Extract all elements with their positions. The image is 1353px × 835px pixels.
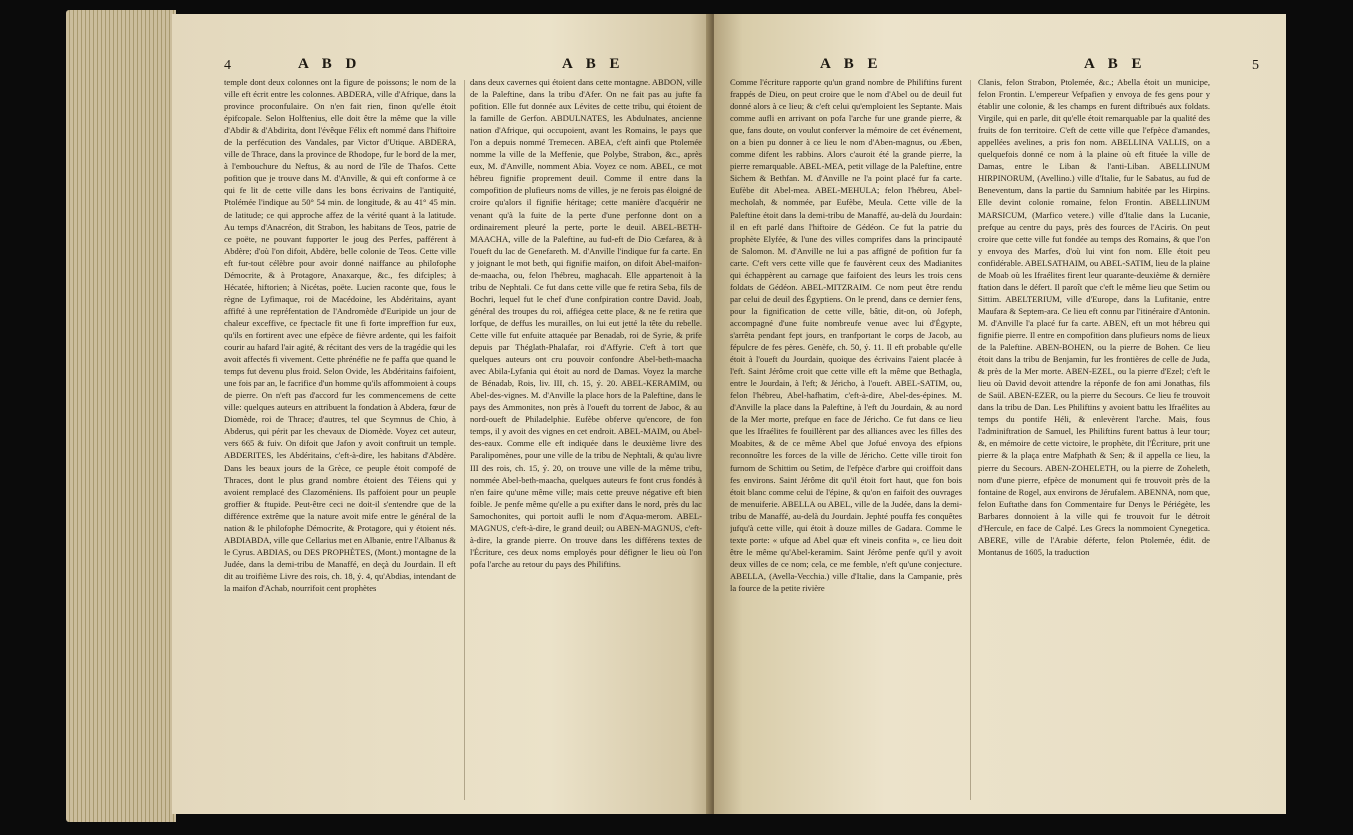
text-column-2: dans deux cavernes qui étoient dans cette montagne. ABDON, ville de la Paleftine, dans la tribu d'Afer. On ne fait pas au jufte fa pofition. Elle fut donnée aux Lévites de cette tribu, qui étoient de la famille de Gerfon. ABDULNATES, les Abdulnates, ancienne nation d'Afrique, qui occupoient, avant les Romains, le pays que l'on a depuis nommé Tremecen. ABEA, c'eft ainfi que Ptolemée nomme la ville de la Meffenie, que Polybe, Strabon, &c., après eux, M. d'Anville, nomment Abia. Voyez ce nom. ABEL, ce mot hébreu fignifie proprement deuil. Comme il entre dans la compofition de plufieurs noms de villes, je ne ferois pas éloigné de croire qu'alors il fignifie héritage; cette manière d'acquérir ne venant qu'à la fuite de la perte d'une perfonne dont on a ordinairement pleuré la perte, porte le deuil. ABEL-BETH-MAACHA, ville de la Paleftine, au fud-eft de Dio Cæfarea, & à l'oueft du lac de Genefareth. M. d'Anville l'indique fur fa carte. En y joignant le mot beth, qui fignifie maifon, on difoit Abel-maifon-de-maacha, ou, felon l'hébreu, maghacah. Elle appartenoit à la tribu de Nephtali. Ce fut dans cette ville que fe retira Seba, fils de Bochri, lequel fut le chef d'une confpiration contre David. Joab, général des troupes du roi, affiégea cette place, & ne fe retira que lorfque, de deffus les murailles, on lui eut jetté la tête du rebelle. Cette ville fut enfuite attaquée par Benadab, roi de Syrie, & prife depuis par Théglath-Phalafar, roi d'Affyrie. C'eft à tort que quelques auteurs ont cru pouvoir confondre Abel-beth-maacha avec Abila-Lyfania qui étoit au nord de Damas. Voyez la marche de Bénadab, Rois, liv. III, ch. 15, ý. 20. ABEL-KERAMIM, ou Abel-des-vignes. M. d'Anville la place hors de la Paleftine, dans le pays des Ammonites, non près à l'oueft du torrent de Jaboc, & au nord-oueft de Philadelphie. Eufèbe obferve qu'encore, de fon temps, il y avoit des vignes en cet endroit. ABEL-MAIM, ou Abel-des-eaux. Comme elle eft indiquée dans le deuxième livre des Paralipomènes, pour une ville de la tribu de Nephtali, & qu'au livre III des rois, ch. 15, ý. 20, on trouve une ville de la même tribu, nommée Abel-beth-maacha, quelques auteurs fe font crus fondés à n'en faire qu'une même ville; mais cette preuve négative eft bien foible. Je penfe même qu'elle a pu exifter dans le nord, près du lac Samochonites, qui portoit aufli le nom d'Aqua-merom. ABEL-MAGNUS, c'eft-à-dire, le grand deuil; ou ABEN-MAGNUS, c'eft-à-dire, la grande pierre. On trouve dans les différens textes de l'Écriture, ces deux noms employés pour défigner le lieu où l'on pofa l'arche au retour du pays des Philiftins.: [470, 77, 702, 569]
right-page: [714, 14, 1286, 814]
text-column-2: Clanis, felon Strabon, Ptolemée, &c.; Abella étoit un municipe, felon Frontin. L'empereur Vefpafien y envoya de fes gens pour y établir une colonie, & les champs en furent diftribués aux foldats. Virgile, qui en parle, dit qu'elle étoit remarquable par la qualité des fruits de fon territoire. C'eft de cette ville que l'efpèce d'amandes, appellées avelines, a pris fon nom. ABELLINA VALLIS, on a quelquefois donné ce nom à la plaine où eft fituée la ville de Damas, entre le Liban & l'anti-Liban. ABELLINUM HIRPINORUM, (Avellino.) ville d'Italie, fur le Sabatus, au fud de Beneventum, dans la partie du Samnium habitée par les Hirpins. Elle devint colonie romaine, felon Frontin. ABELLINUM MARSICUM, (Marfico vetere.) ville d'Italie dans la Lucanie, prefque au centre du pays, près des fources de l'Aciris. On peut croire que cette ville fut fondée au temps des Romains, & que l'on y envoya des Marfes, d'où lui vint fon nom. Elle étoit peu confidérable. ABELSATHAIM, ou ABEL-SATIM, lieu de la plaine de Moab où les Ifraélites firent leur quarante-deuxième & dernière ftation dans le défert. Il paroît que c'eft le même lieu que Setim ou Sittim. ABELTERIUM, ville d'Europe, dans la Lufitanie, entre Maufara & Septem-ara. Ce lieu eft connu par l'itinéraire d'Antonin. M. d'Anville l'a placé fur fa carte. ABEN, eft un mot hébreu qui fignifie pierre. Il entre en compofition dans plufieurs noms de lieux de la Paleftine. ABEN-BOHEN, ou la pierre de Bohen. Ce lieu étoit dans la tribu de Benjamin, fur les frontières de celle de Juda, & près de la Mer morte. ABEN-EZEL, ou la pierre d'Ezel; c'eft le lieu où David devoit attendre la réponfe de fon ami Jonathas, fils de Saül. ABEN-EZER, ou la pierre du Secours. Ce lieu fe trouvoit dans la tribu de Dan. Les Philiftins y avoient battu les Ifraélites au temps du pontife Héli, & enlevèrent l'arche. Mais, fous l'adminiftration de Samuel, les Philiftins furent battus à leur tour; &, en mémoire de cette victoire, le prophète, dit l'Écriture, prit une pierre & la plaça entre Mafphath & Sen; & il appella ce lieu, la pierre du Secours. ABEN-ZOHELETH, ou la pierre de Zoheleth, nom d'une pierre, efpèce de monument qui fe trouvoit près de la fontaine de Rogel, aux environs de Jérufalem. ABENNA, nom que, felon Euftathe dans fon Commentaire fur Denys le Périégète, les Barbares donnoient à la ville qui fe trouvoit fur le détroit d'Hercule, en face de Calpé. Les Grecs la nommoient Cynegetica. ABERE, ville de l'Arabie déferte, felon Ptolemée, édit. de Montanus de 1605, la traduction: [978, 77, 1210, 557]
text-column-1: Comme l'écriture rapporte qu'un grand nombre de Philiftins furent frappés de Dieu, on peut croire que le nom d'Abel ou de deuil fut donné alors à ce lieu; & c'eft celui qu'emploient les Septante. Mais comme aufli en arrivant on pofa l'arche fur une grande pierre, & que, fans doute, on voulut conferver la mémoire de cet événement, on a bien pu donner à ce lieu le nom d'Aben-magnus, ou Æben, comme difent les rabbins. Alors c'auroit été la grande pierre, la pierre remarquable. ABEL-MEA, petit village de la Paleftine, entre Sichem & Bethfan. M. d'Anville ne l'a point placé fur fa carte. Eufèbe dit Abel-mea. ABEL-MEHULA; felon l'hébreu, Abel-mecholah, & nommée, par Eufèbe, Meula. Cette ville de la Paleftine étoit dans la demi-tribu de Manaffé, au-delà du Jourdain: il en eft parlé dans l'hiftoire de Gédéon. Ce fut la patrie du prophète Elyfée, & l'une des villes comprifes dans la principauté de Salomon. M. d'Anville ne lui a pas affigné de pofition fur fa carte. C'eft vers cette ville que fe fauvèrent ceux des Madianites qui échappèrent au carnage que faifoient des leurs les trois cens foldats de Gédéon. ABEL-MITZRAIM. Ce nom peut être rendu par celui de deuil des Égyptiens. On le prend, dans ce dernier fens, pour la fignification de cette ville, bâtie, dit-on, où Jofeph, accompagné d'une fuite nombreufe venue avec lui d'Égypte, s'arrêta pendant fept jours, en tranfportant le corps de Jacob, au fépulcre de fes pères. Genèfe, ch. 50, ý. 11. Il eft probable qu'elle étoit à l'oueft du Jourdain, quoique des écrivains l'aient placée à l'eft. Saint Jérôme croit que cette ville eft la même que Bethagla, entre le Jourdain, à l'eft; & Jéricho, à l'oueft. ABEL-SATIM, ou, felon l'hébreu, Abel-hafhatim, c'eft-à-dire, Abel-des-épines. M. d'Anville la place dans la Paleftine, à l'eft du Jourdain, & au nord de la Mer morte, prefque en face de Jéricho. Ce fut dans ce lieu que les Ifraélites fe fouillèrent par des alliances avec les filles des Moabites, & de ce même Abel que Jofué envoya des efpions reconnoître les forces de la ville de Jéricho. Cette ville tiroit fon furnom de Schittim ou Setim, de l'efpèce d'arbre qui croiffoit dans fes environs. Saint Jérôme dit qu'il étoit fort haut, que fon bois étoit blanc comme celui de l'épine, & qu'on en faifoit des ouvrages de menuiferie. ABELLA ou ABEL, ville de la Judée, dans la demi-tribu de Manaffé, au-delà du Jourdain. Jephté pouffa fes conquêtes jufqu'à cette ville, qui étoit à douze milles de Gadara. Comme le texte porte: « ufque ad Abel quæ eft vineis confita », ce lieu doit être le même qu'Abel-keramim. Saint Jérôme penfe qu'il y avoit deux villes de ce nom; cela, ce me femble, n'eft qu'une conjecture. ABELLA, (Avella-Vecchia.) ville d'Italie, dans la Campanie, près la fource de la petite rivière: [730, 77, 962, 593]
page-number: 5: [1252, 58, 1259, 73]
column-divider: [464, 80, 465, 800]
running-header: A B D: [298, 56, 362, 72]
page-number: 4: [224, 58, 231, 73]
running-header-center: A B E: [562, 56, 625, 72]
running-header-center: A B E: [820, 56, 883, 72]
text-column-1: temple dont deux colonnes ont la figure de poissons; le nom de la ville eft écrit entre les colonnes. ABDERA, ville d'Afrique, dans la province proconfulaire. On n'en fait rien, finon qu'elle étoit épifcopale. Selon Holftenius, elle doit être la même que la ville d'Abdir & d'Abdirita, dont l'évêque Félix eft nommé dans l'hiftoire de la perfécution des Vandales, par Victor d'Utique. ABDERA, ville de Thrace, dans la province de Rhodope, fur le bord de la mer, à l'embouchure du Neftus, & au nord de l'île de Thafos. Cette pofition que je trouve dans M. d'Anville, & qui eft conforme à ce qui fe lit de cette ville dans les bons écrivains de l'antiquité, Ptolémée l'indique au 50° 54 min. de longitude, & au 41° 45 min. de latitude; ce qui approche affez de la vérité quant à la latitude. Au temps d'Anacréon, dit Strabon, les habitans de Teos, patrie de ce poëte, ne pouvant fupporter le joug des Perfes, pafférent à Abdère; d'où l'on difoit, Abdère, belle colonie de Teos. Cette ville eft fur-tout célèbre pour avoir donné naiffance au philofophe Démocrite, & à Protagore, Anaxarque, &c., fes difciples; à Hécatée, hiftorien; à Nicétas, poëte. Lucien raconte que, fous le règne de Lyfimaque, roi de Macédoine, les Abdéritains, ayant affifté à une repréfentation de l'Andromède d'Euripide un jour de chaleur exceffive, ce fpectacle fit une fi forte impreffion fur eux, qu'ils en fortirent avec une efpèce de fièvre ardente, qui les faifoit courir au hafard l'air agité, & récitant des vers de la tragédie qui les avoit affectés fi vivement. Cette phrénéfie ne fe paffa que quand le temps fut devenu plus froid. Selon Ovide, les Abdéritains faifoient, une fois par an, le facrifice d'un homme qu'ils affommoient à coups de pierre. On n'eft pas d'accord fur les commencemens de cette ville: quelques auteurs en attribuent la fondation à Abdera, fœur de Diomède, roi de Thrace; d'autres, tel que Scymnus de Chio, à Abderus, qui périt par les chevaux de Diomède. Voyez cet auteur, vers 665 & fuiv. On difoit que Jafon y avoit conftruit un temple. ABDERITES, les Abdéritains, c'eft-à-dire, les habitans d'Abdère. Dans les beaux jours de la Grèce, ce peuple étoit compofé de Thraces, dont le plus grand nombre étoient des Téiens qui y avoient remplacé des Clazoméniens. Ils paffoient pour un peuple groffier & ftupide. Peut-être ceci ne doit-il s'entendre que de la différence extrême que la nature avoit mife entre le général de la nation & le philofophe Démocrite, & Protagore, qui y étoient nés. ABDIABDA, ville que Cellarius met en Albanie, entre l'Albanus & le Cyrus. ABDIAS, ou DES PROPHÈTES, (Mont.) montagne de la Judée, dans la demi-tribu de Manaffé, en deçà du Jourdain. Il eft dit au troifième Livre des rois, ch. 18, ý. 4, qu'Abdias, intendant de la maifon d'Achab, nourrifoit cent prophètes: [224, 77, 456, 593]
book-page-edges: [66, 10, 176, 822]
column-divider: [970, 80, 971, 800]
left-page: [172, 14, 712, 814]
running-header: A B E: [1084, 56, 1147, 72]
